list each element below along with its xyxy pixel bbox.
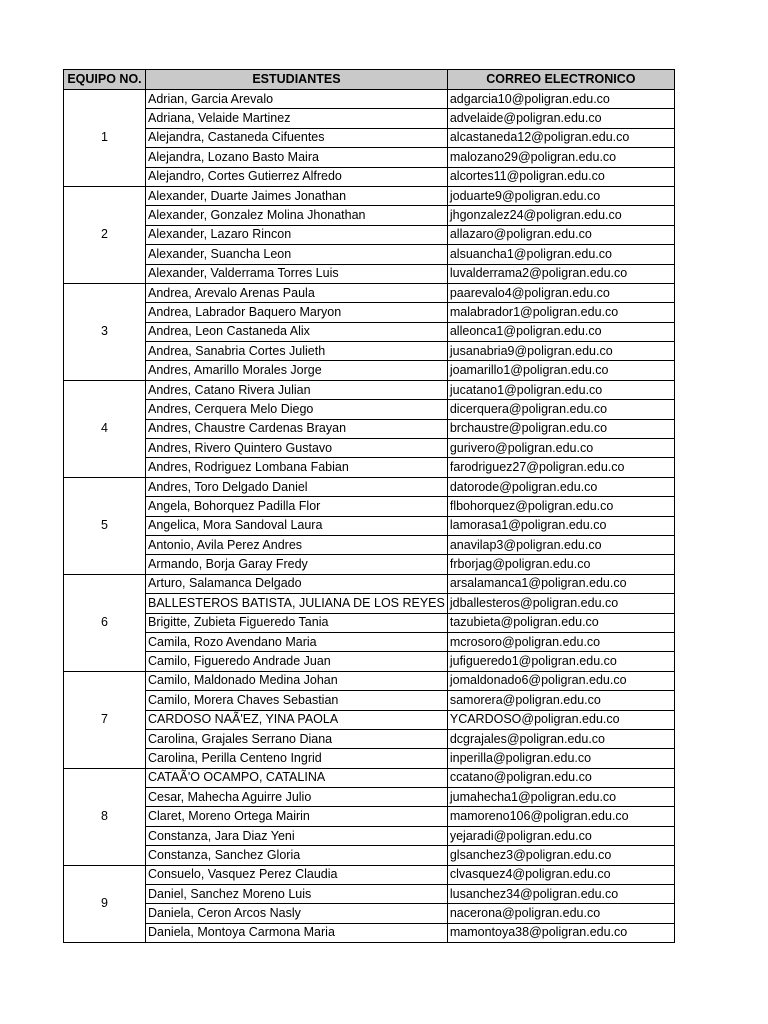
table-row <box>64 109 675 128</box>
student-email-cell: arsalamanca1@poligran.edu.co <box>447 574 674 593</box>
student-email-cell: mamoreno106@poligran.edu.co <box>447 807 674 826</box>
table-row <box>64 458 675 477</box>
student-name-cell: Andres, Rodriguez Lombana Fabian <box>146 458 448 477</box>
team-number-cell: 1 <box>64 90 146 187</box>
student-email-cell: lusanchez34@poligran.edu.co <box>447 885 674 904</box>
table-body <box>64 90 675 943</box>
student-name-cell: Constanza, Sanchez Gloria <box>146 846 448 865</box>
table-row <box>64 245 675 264</box>
header-row <box>64 70 675 90</box>
student-email-cell: jusanabria9@poligran.edu.co <box>447 342 674 361</box>
student-name-cell: Camila, Rozo Avendano Maria <box>146 632 448 651</box>
student-name-cell: Cesar, Mahecha Aguirre Julio <box>146 788 448 807</box>
student-name-cell: Antonio, Avila Perez Andres <box>146 535 448 554</box>
student-email-cell: dicerquera@poligran.edu.co <box>447 400 674 419</box>
team-number-cell: 2 <box>64 186 146 283</box>
student-name-cell: Consuelo, Vasquez Perez Claudia <box>146 865 448 884</box>
student-name-cell: Camilo, Maldonado Medina Johan <box>146 671 448 690</box>
student-email-cell: joduarte9@poligran.edu.co <box>447 186 674 205</box>
student-name-cell: Andrea, Arevalo Arenas Paula <box>146 283 448 302</box>
table-row <box>64 128 675 147</box>
student-name-cell: Constanza, Jara Diaz Yeni <box>146 826 448 845</box>
student-name-cell: Andres, Amarillo Morales Jorge <box>146 361 448 380</box>
student-name-cell: Andrea, Labrador Baquero Maryon <box>146 303 448 322</box>
student-email-cell: alsuancha1@poligran.edu.co <box>447 245 674 264</box>
student-name-cell: Armando, Borja Garay Fredy <box>146 555 448 574</box>
student-name-cell: Adrian, Garcia Arevalo <box>146 90 448 109</box>
table-row <box>64 671 675 690</box>
student-name-cell: Alejandra, Castaneda Cifuentes <box>146 128 448 147</box>
student-name-cell: Claret, Moreno Ortega Mairin <box>146 807 448 826</box>
student-email-cell: jumahecha1@poligran.edu.co <box>447 788 674 807</box>
student-email-cell: datorode@poligran.edu.co <box>447 477 674 496</box>
student-email-cell: jufigueredo1@poligran.edu.co <box>447 652 674 671</box>
table-row <box>64 380 675 399</box>
student-email-cell: tazubieta@poligran.edu.co <box>447 613 674 632</box>
table-row <box>64 594 675 613</box>
student-email-cell: glsanchez3@poligran.edu.co <box>447 846 674 865</box>
student-name-cell: Andres, Rivero Quintero Gustavo <box>146 439 448 458</box>
team-number-cell: 4 <box>64 380 146 477</box>
student-email-cell: advelaide@poligran.edu.co <box>447 109 674 128</box>
table-row <box>64 768 675 787</box>
student-name-cell: Andres, Chaustre Cardenas Brayan <box>146 419 448 438</box>
header-team-number: EQUIPO NO. <box>64 70 146 90</box>
student-email-cell: alleonca1@poligran.edu.co <box>447 322 674 341</box>
student-email-cell: anavilap3@poligran.edu.co <box>447 535 674 554</box>
student-name-cell: Carolina, Grajales Serrano Diana <box>146 729 448 748</box>
team-number-cell: 7 <box>64 671 146 768</box>
table-row <box>64 788 675 807</box>
student-name-cell: Andres, Toro Delgado Daniel <box>146 477 448 496</box>
table-row <box>64 555 675 574</box>
table-row <box>64 865 675 884</box>
table-row <box>64 419 675 438</box>
team-number-cell: 3 <box>64 283 146 380</box>
student-name-cell: Alejandro, Cortes Gutierrez Alfredo <box>146 167 448 186</box>
student-name-cell: Angelica, Mora Sandoval Laura <box>146 516 448 535</box>
table-row <box>64 225 675 244</box>
table-row <box>64 400 675 419</box>
student-email-cell: yejaradi@poligran.edu.co <box>447 826 674 845</box>
table-row <box>64 439 675 458</box>
student-email-cell: adgarcia10@poligran.edu.co <box>447 90 674 109</box>
student-name-cell: BALLESTEROS BATISTA, JULIANA DE LOS REYES <box>146 594 448 613</box>
student-name-cell: Brigitte, Zubieta Figueredo Tania <box>146 613 448 632</box>
table-row <box>64 885 675 904</box>
table-row <box>64 904 675 923</box>
student-email-cell: paarevalo4@poligran.edu.co <box>447 283 674 302</box>
student-name-cell: Carolina, Perilla Centeno Ingrid <box>146 749 448 768</box>
student-name-cell: Andres, Catano Rivera Julian <box>146 380 448 399</box>
student-name-cell: CATAÃ'O OCAMPO, CATALINA <box>146 768 448 787</box>
student-name-cell: Daniel, Sanchez Moreno Luis <box>146 885 448 904</box>
student-email-cell: inperilla@poligran.edu.co <box>447 749 674 768</box>
student-email-cell: YCARDOSO@poligran.edu.co <box>447 710 674 729</box>
student-email-cell: ccatano@poligran.edu.co <box>447 768 674 787</box>
student-email-cell: malabrador1@poligran.edu.co <box>447 303 674 322</box>
student-email-cell: alcortes11@poligran.edu.co <box>447 167 674 186</box>
table-row <box>64 710 675 729</box>
student-name-cell: Alexander, Suancha Leon <box>146 245 448 264</box>
student-name-cell: Alexander, Gonzalez Molina Jhonathan <box>146 206 448 225</box>
table-row <box>64 729 675 748</box>
student-email-cell: joamarillo1@poligran.edu.co <box>447 361 674 380</box>
student-name-cell: Andrea, Leon Castaneda Alix <box>146 322 448 341</box>
student-email-cell: mcrosoro@poligran.edu.co <box>447 632 674 651</box>
table-row <box>64 652 675 671</box>
header-email: CORREO ELECTRONICO <box>447 70 674 90</box>
student-email-cell: brchaustre@poligran.edu.co <box>447 419 674 438</box>
student-email-cell: frborjag@poligran.edu.co <box>447 555 674 574</box>
student-name-cell: Alexander, Valderrama Torres Luis <box>146 264 448 283</box>
table-header <box>64 70 675 90</box>
team-number-cell: 5 <box>64 477 146 574</box>
student-name-cell: Andrea, Sanabria Cortes Julieth <box>146 342 448 361</box>
student-name-cell: Alexander, Lazaro Rincon <box>146 225 448 244</box>
table-row <box>64 148 675 167</box>
table-row <box>64 923 675 942</box>
student-name-cell: Daniela, Montoya Carmona Maria <box>146 923 448 942</box>
table-row <box>64 613 675 632</box>
table-row <box>64 574 675 593</box>
table-row <box>64 167 675 186</box>
student-email-cell: clvasquez4@poligran.edu.co <box>447 865 674 884</box>
student-email-cell: jucatano1@poligran.edu.co <box>447 380 674 399</box>
table-row <box>64 749 675 768</box>
student-email-cell: flbohorquez@poligran.edu.co <box>447 497 674 516</box>
table-row <box>64 477 675 496</box>
student-name-cell: Camilo, Figueredo Andrade Juan <box>146 652 448 671</box>
table-row <box>64 186 675 205</box>
student-name-cell: Daniela, Ceron Arcos Nasly <box>146 904 448 923</box>
table-row <box>64 826 675 845</box>
student-email-cell: luvalderrama2@poligran.edu.co <box>447 264 674 283</box>
student-email-cell: jomaldonado6@poligran.edu.co <box>447 671 674 690</box>
student-email-cell: jhgonzalez24@poligran.edu.co <box>447 206 674 225</box>
table-row <box>64 516 675 535</box>
student-email-cell: alcastaneda12@poligran.edu.co <box>447 128 674 147</box>
team-number-cell: 9 <box>64 865 146 943</box>
student-name-cell: Arturo, Salamanca Delgado <box>146 574 448 593</box>
student-email-cell: allazaro@poligran.edu.co <box>447 225 674 244</box>
student-name-cell: CARDOSO NAÃ'EZ, YINA PAOLA <box>146 710 448 729</box>
table-row <box>64 497 675 516</box>
student-name-cell: Angela, Bohorquez Padilla Flor <box>146 497 448 516</box>
student-name-cell: Andres, Cerquera Melo Diego <box>146 400 448 419</box>
student-email-cell: nacerona@poligran.edu.co <box>447 904 674 923</box>
student-email-cell: malozano29@poligran.edu.co <box>447 148 674 167</box>
table-row <box>64 322 675 341</box>
table-row <box>64 361 675 380</box>
team-number-cell: 8 <box>64 768 146 865</box>
table-row <box>64 535 675 554</box>
student-name-cell: Adriana, Velaide Martinez <box>146 109 448 128</box>
header-students: ESTUDIANTES <box>146 70 448 90</box>
student-name-cell: Alejandra, Lozano Basto Maira <box>146 148 448 167</box>
student-name-cell: Camilo, Morera Chaves Sebastian <box>146 691 448 710</box>
student-email-cell: samorera@poligran.edu.co <box>447 691 674 710</box>
table-row <box>64 206 675 225</box>
student-email-cell: jdballesteros@poligran.edu.co <box>447 594 674 613</box>
table-row <box>64 691 675 710</box>
students-table <box>63 69 675 943</box>
student-name-cell: Alexander, Duarte Jaimes Jonathan <box>146 186 448 205</box>
student-email-cell: farodriguez27@poligran.edu.co <box>447 458 674 477</box>
table-row <box>64 303 675 322</box>
team-number-cell: 6 <box>64 574 146 671</box>
table-row <box>64 264 675 283</box>
student-email-cell: gurivero@poligran.edu.co <box>447 439 674 458</box>
student-email-cell: lamorasa1@poligran.edu.co <box>447 516 674 535</box>
table-row <box>64 632 675 651</box>
table-row <box>64 807 675 826</box>
table-row <box>64 90 675 109</box>
student-email-cell: mamontoya38@poligran.edu.co <box>447 923 674 942</box>
table-row <box>64 846 675 865</box>
student-email-cell: dcgrajales@poligran.edu.co <box>447 729 674 748</box>
table-row <box>64 283 675 302</box>
table-row <box>64 342 675 361</box>
